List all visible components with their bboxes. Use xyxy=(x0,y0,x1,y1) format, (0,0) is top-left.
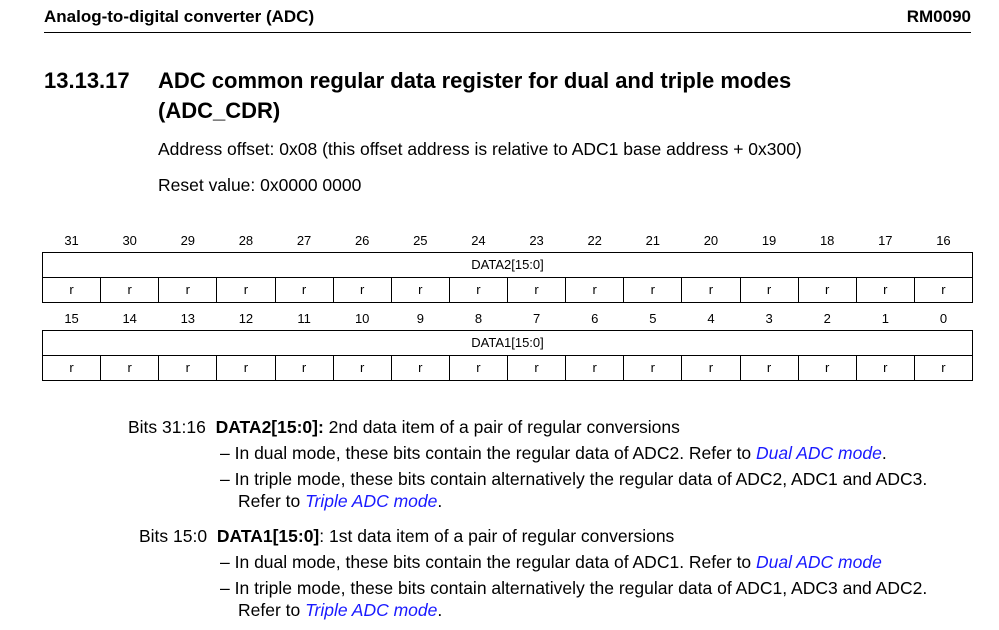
bit-number: 1 xyxy=(881,311,889,327)
field-data2: DATA2[15:0] xyxy=(43,252,973,277)
section-title-line1: ADC common regular data register for dual and triple modes xyxy=(158,68,792,93)
list-item-continuation xyxy=(238,491,442,512)
document-id: RM0090 xyxy=(906,7,971,26)
access-cell: r xyxy=(740,355,798,380)
reset-value: Reset value: 0x0000 0000 xyxy=(158,175,362,195)
bit-number: 4 xyxy=(707,311,715,327)
item-text: In triple mode, these bits contain alternatively the regular data of ADC1, ADC3 and ADC2. xyxy=(234,578,928,598)
access-cell: r xyxy=(101,355,159,380)
access-cell: r xyxy=(682,355,740,380)
bit-number: 22 xyxy=(587,233,602,249)
bit-number: 11 xyxy=(297,311,311,327)
access-cell: r xyxy=(449,355,507,380)
access-cell: r xyxy=(624,277,682,302)
bit-number: 6 xyxy=(591,311,599,327)
bit-description-data2 xyxy=(128,417,680,438)
access-cell: r xyxy=(43,277,101,302)
access-cell: r xyxy=(856,277,914,302)
access-cell: r xyxy=(101,277,159,302)
field-data1: DATA1[15:0] xyxy=(43,330,973,355)
item-text: In dual mode, these bits contain the regular data of ADC2. Refer to xyxy=(234,443,757,463)
bit-number: 18 xyxy=(819,233,835,249)
access-cell: r xyxy=(566,277,624,302)
access-cell: r xyxy=(914,355,972,380)
dash-bullet: – xyxy=(220,469,230,489)
bit-number: 19 xyxy=(761,233,777,249)
access-cell: r xyxy=(159,355,217,380)
bit-number: 15 xyxy=(64,311,79,327)
list-item-continuation xyxy=(238,600,442,621)
access-cell: r xyxy=(449,277,507,302)
access-cell: r xyxy=(275,355,333,380)
access-cell: r xyxy=(43,355,101,380)
link-triple-adc-mode[interactable]: Triple ADC mode xyxy=(305,600,438,620)
section-title-line2: (ADC_CDR) xyxy=(158,98,281,123)
access-row xyxy=(43,277,973,302)
access-cell: r xyxy=(333,355,391,380)
address-offset: Address offset: 0x08 (this offset address is relative to ADC1 base address + 0x300) xyxy=(158,139,802,159)
field-summary: 2nd data item of a pair of regular conversions xyxy=(323,417,680,437)
section-title xyxy=(158,66,898,126)
access-cell: r xyxy=(217,277,275,302)
access-cell: r xyxy=(508,355,566,380)
chapter-title: Analog-to-digital converter (ADC) xyxy=(44,7,315,26)
bit-description-data1 xyxy=(139,526,674,547)
link-dual-adc-mode[interactable]: Dual ADC mode xyxy=(756,552,882,572)
field-name: DATA2[15:0]: xyxy=(215,417,324,437)
bit-number: 12 xyxy=(238,311,254,327)
bit-number: 26 xyxy=(354,233,370,249)
bit-number: 29 xyxy=(180,233,196,249)
access-cell: r xyxy=(391,355,449,380)
list-item xyxy=(220,443,887,464)
bit-number: 5 xyxy=(649,311,657,327)
dash-bullet: – xyxy=(220,552,230,572)
field-name: DATA1[15:0] xyxy=(216,526,320,546)
bit-number: 9 xyxy=(416,311,424,327)
section-number: 13.13.17 xyxy=(44,68,130,93)
access-cell: r xyxy=(217,355,275,380)
access-cell: r xyxy=(391,277,449,302)
dash-bullet: – xyxy=(220,443,230,463)
access-cell: r xyxy=(798,277,856,302)
bit-number: 23 xyxy=(529,233,544,249)
access-cell: r xyxy=(682,277,740,302)
bit-number: 31 xyxy=(64,233,79,249)
bit-number: 28 xyxy=(238,233,254,249)
access-cell: r xyxy=(856,355,914,380)
bit-number: 16 xyxy=(936,233,951,249)
bit-number: 25 xyxy=(413,233,428,249)
bit-number: 21 xyxy=(645,233,661,249)
access-cell: r xyxy=(740,277,798,302)
bit-number-row xyxy=(43,308,973,330)
bit-number: 30 xyxy=(122,233,137,249)
list-item xyxy=(220,469,927,490)
bit-number: 0 xyxy=(939,311,948,327)
access-cell: r xyxy=(624,355,682,380)
field-summary: : 1st data item of a pair of regular conversions xyxy=(319,526,675,546)
item-text: Refer to xyxy=(238,600,306,620)
list-item xyxy=(220,578,927,599)
page-header xyxy=(44,5,971,33)
bit-number: 7 xyxy=(532,311,541,327)
list-item xyxy=(220,552,882,573)
access-cell: r xyxy=(914,277,972,302)
item-tail: . xyxy=(437,491,443,511)
bit-number: 20 xyxy=(703,233,719,249)
dash-bullet: – xyxy=(220,578,230,598)
link-dual-adc-mode[interactable]: Dual ADC mode xyxy=(756,443,882,463)
item-tail: . xyxy=(437,600,443,620)
bit-number: 24 xyxy=(471,233,486,249)
bit-range: Bits 31:16 xyxy=(128,417,206,437)
access-cell: r xyxy=(508,277,566,302)
bit-number-row xyxy=(43,230,973,252)
item-tail: . xyxy=(881,443,887,463)
bit-number: 17 xyxy=(878,233,893,249)
link-triple-adc-mode[interactable]: Triple ADC mode xyxy=(305,491,438,511)
item-text: In triple mode, these bits contain alternatively the regular data of ADC2, ADC1 and ADC3. xyxy=(234,469,928,489)
bit-range: Bits 15:0 xyxy=(139,526,208,546)
bit-number: 27 xyxy=(296,233,312,249)
access-row xyxy=(43,355,973,380)
bit-number: 8 xyxy=(474,311,483,327)
access-cell: r xyxy=(333,277,391,302)
access-cell: r xyxy=(798,355,856,380)
bit-number: 13 xyxy=(180,311,196,327)
bit-number: 3 xyxy=(765,311,773,327)
item-text: In dual mode, these bits contain the regular data of ADC1. Refer to xyxy=(234,552,757,572)
item-text: Refer to xyxy=(238,491,306,511)
bit-number: 10 xyxy=(354,311,370,327)
access-cell: r xyxy=(566,355,624,380)
bit-number: 14 xyxy=(122,311,137,327)
access-cell: r xyxy=(275,277,333,302)
bit-number: 2 xyxy=(823,311,831,327)
access-cell: r xyxy=(159,277,217,302)
register-upper-half xyxy=(42,230,973,303)
register-lower-half xyxy=(42,308,973,381)
